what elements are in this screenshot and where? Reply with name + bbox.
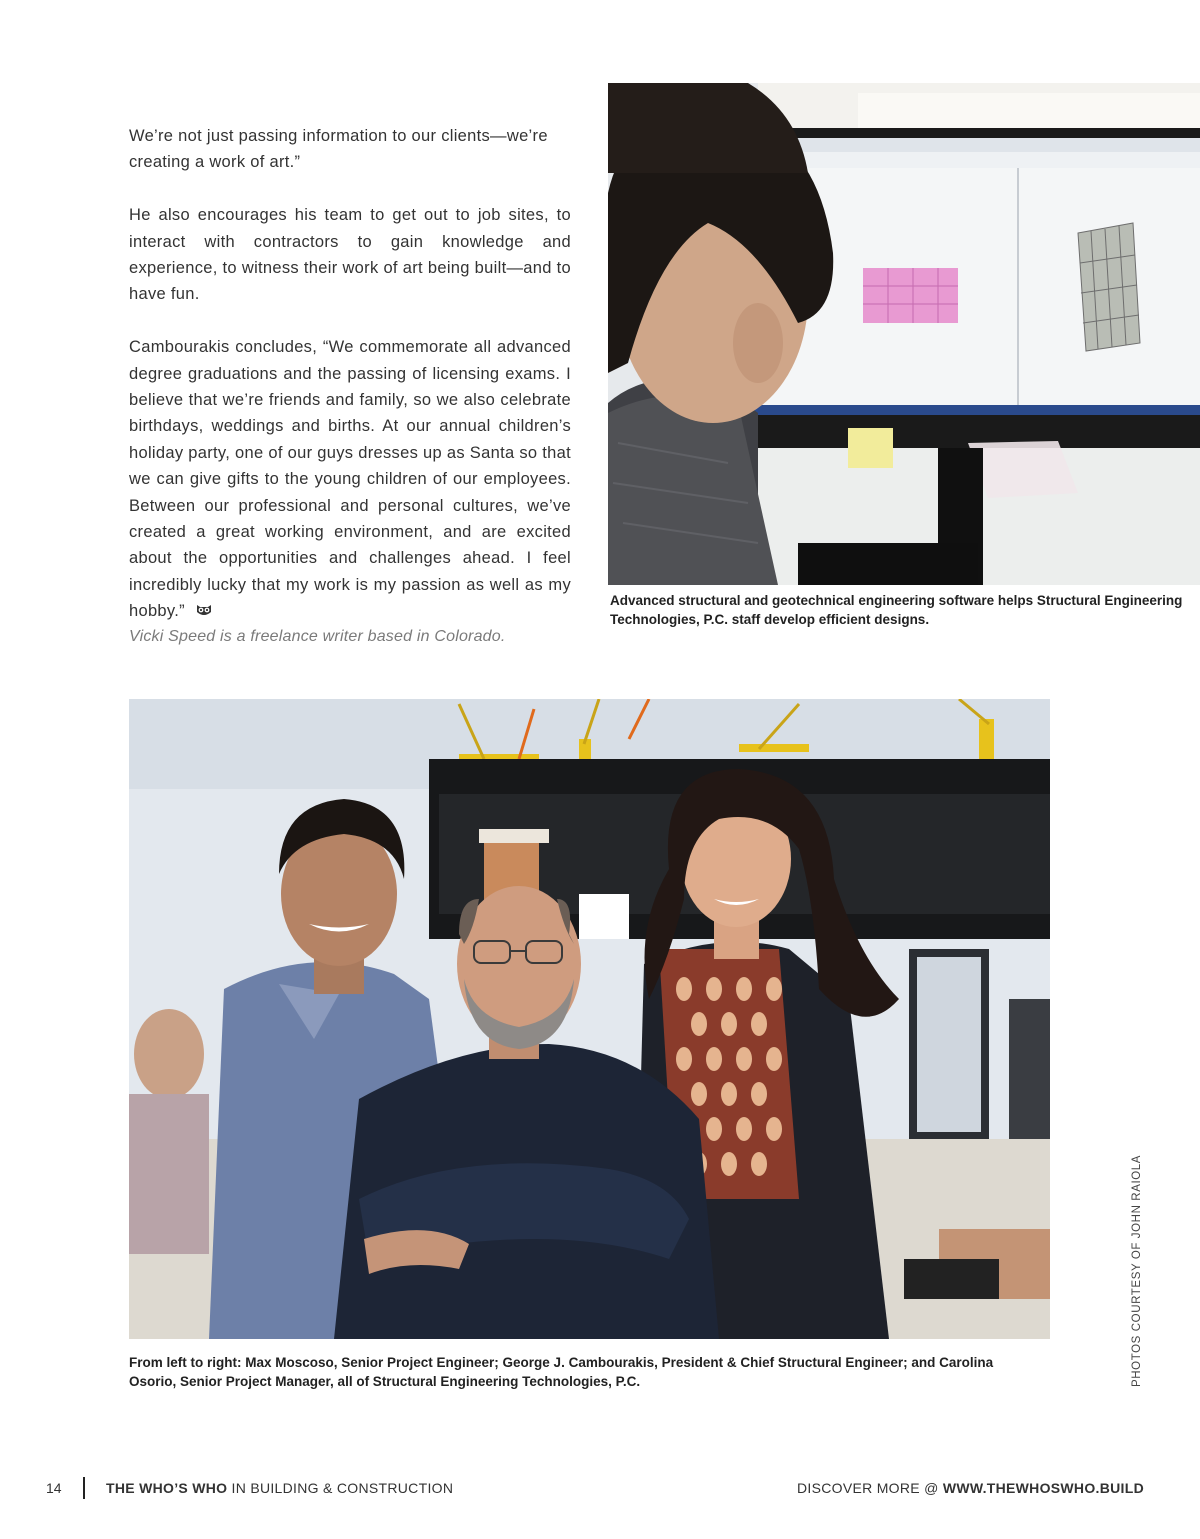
main-photo-caption: From left to right: Max Moscoso, Senior Project Engineer; George J. Cambourakis, President & Chief Structural Engineer; and Carolina Osorio, Senior Project Manager, all of Structural Engineering Technologies, P.C.: [129, 1355, 994, 1389]
photo-credit: PHOTOS COURTESY OF JOHN RAIOLA: [1131, 1154, 1143, 1387]
owl-icon: [195, 599, 213, 613]
top-photo-caption: Advanced structural and geotechnical engineering software helps Structural Engineering Technologies, P.C. staff develop efficient designs.: [610, 593, 1183, 627]
paragraph: We’re not just passing information to our clients—we’re creating a work of art.”: [129, 127, 548, 172]
page-number: 14: [46, 1480, 62, 1496]
discover-prefix: DISCOVER MORE @: [797, 1480, 943, 1496]
article-body: [129, 123, 571, 651]
discover-more: [797, 1480, 1144, 1496]
publication-name-bold: THE WHO’S WHO: [106, 1480, 228, 1496]
publication-name: [106, 1480, 453, 1496]
publication-name-rest: IN BUILDING & CONSTRUCTION: [227, 1480, 454, 1496]
author-byline: Vicki Speed is a freelance writer based in Colorado.: [129, 628, 506, 645]
paragraph: He also encourages his team to get out to job sites, to interact with contractors to gain knowledge and experience, to witness their work of art being built—and to have fun.: [129, 206, 571, 304]
paragraph-text: Cambourakis concludes, “We commemorate all advanced degree graduations and the passing of licensing exams. I believe that we’re friends and family, so we also celebrate birthdays, weddings and births. At our annual children’s holiday party, one of our guys dresses up as Santa so that we can give gifts to the young children of our employees. Between our professional and personal cultures, we’ve created a great working environment, and are excited about the opportunities and challenges ahead. I feel incredibly lucky that my work is my passion as well as my hobby.”: [129, 338, 571, 621]
team-portrait-photo: [129, 699, 1050, 1339]
footer-divider: [83, 1477, 85, 1499]
paragraph: [129, 334, 571, 624]
engineer-at-monitor-photo: [608, 83, 1200, 585]
website-link[interactable]: WWW.THEWHOSWHO.BUILD: [942, 1480, 1144, 1496]
